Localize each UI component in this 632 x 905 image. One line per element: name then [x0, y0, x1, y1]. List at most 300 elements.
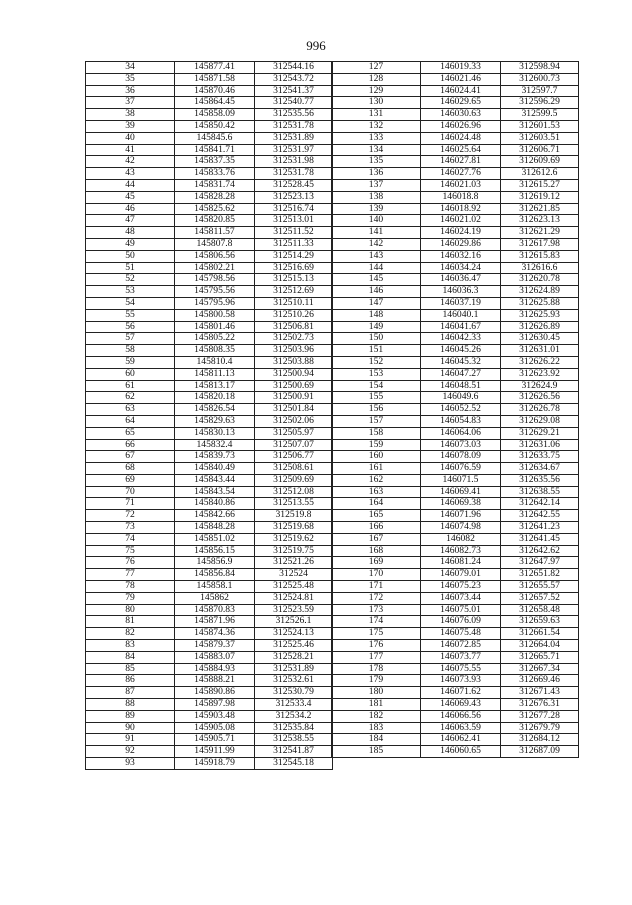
- x-coordinate-cell: 146069.41: [421, 486, 501, 498]
- point-number-cell: 80: [86, 604, 175, 616]
- point-number-cell: 43: [86, 168, 175, 180]
- y-coordinate-cell: 312526.1: [255, 616, 333, 628]
- point-number-cell: 163: [332, 486, 421, 498]
- point-number-cell: 159: [332, 439, 421, 451]
- table-row: [332, 179, 579, 191]
- table-row: [86, 533, 333, 545]
- x-coordinate-cell: 145801.46: [175, 321, 255, 333]
- table-row: [332, 262, 579, 274]
- table-row: [86, 640, 333, 652]
- x-coordinate-cell: 145842.66: [175, 510, 255, 522]
- y-coordinate-cell: 312671.43: [501, 687, 579, 699]
- x-coordinate-cell: 145890.86: [175, 687, 255, 699]
- table-row: [332, 345, 579, 357]
- table-row: [332, 557, 579, 569]
- point-number-cell: 143: [332, 250, 421, 262]
- x-coordinate-cell: 146047.27: [421, 368, 501, 380]
- y-coordinate-cell: 312528.21: [255, 651, 333, 663]
- y-coordinate-cell: 312631.06: [501, 439, 579, 451]
- y-coordinate-cell: 312626.56: [501, 392, 579, 404]
- point-number-cell: 73: [86, 522, 175, 534]
- point-number-cell: 160: [332, 451, 421, 463]
- point-number-cell: 170: [332, 569, 421, 581]
- y-coordinate-cell: 312623.13: [501, 215, 579, 227]
- point-number-cell: 178: [332, 663, 421, 675]
- table-row: [86, 628, 333, 640]
- point-number-cell: 55: [86, 309, 175, 321]
- y-coordinate-cell: 312505.97: [255, 427, 333, 439]
- table-row: [332, 321, 579, 333]
- x-coordinate-cell: 146082.73: [421, 545, 501, 557]
- x-coordinate-cell: 145870.46: [175, 85, 255, 97]
- table-row: [86, 710, 333, 722]
- x-coordinate-cell: 146025.64: [421, 144, 501, 156]
- x-coordinate-cell: 146024.41: [421, 85, 501, 97]
- table-row: [86, 675, 333, 687]
- y-coordinate-cell: 312535.56: [255, 109, 333, 121]
- x-coordinate-cell: 146060.65: [421, 746, 501, 758]
- table-row: [332, 451, 579, 463]
- y-coordinate-cell: 312606.71: [501, 144, 579, 156]
- x-coordinate-cell: 145798.56: [175, 274, 255, 286]
- y-coordinate-cell: 312677.28: [501, 710, 579, 722]
- table-row: [86, 109, 333, 121]
- x-coordinate-cell: 145870.83: [175, 604, 255, 616]
- y-coordinate-cell: 312519.68: [255, 522, 333, 534]
- coordinates-table-left-body: [86, 62, 333, 770]
- table-row: [332, 120, 579, 132]
- y-coordinate-cell: 312664.04: [501, 640, 579, 652]
- x-coordinate-cell: 146054.83: [421, 415, 501, 427]
- point-number-cell: 136: [332, 168, 421, 180]
- y-coordinate-cell: 312642.14: [501, 498, 579, 510]
- table-row: [332, 427, 579, 439]
- y-coordinate-cell: 312531.78: [255, 120, 333, 132]
- x-coordinate-cell: 146071.5: [421, 474, 501, 486]
- table-row: [332, 132, 579, 144]
- table-row: [86, 581, 333, 593]
- y-coordinate-cell: 312506.81: [255, 321, 333, 333]
- table-row: [332, 439, 579, 451]
- x-coordinate-cell: 146066.56: [421, 710, 501, 722]
- x-coordinate-cell: 145884.93: [175, 663, 255, 675]
- coordinates-table-right-body: [332, 62, 579, 758]
- x-coordinate-cell: 146018.8: [421, 191, 501, 203]
- x-coordinate-cell: 146075.23: [421, 581, 501, 593]
- table-row: [332, 545, 579, 557]
- table-row: [332, 651, 579, 663]
- table-row: [86, 368, 333, 380]
- x-coordinate-cell: 146071.96: [421, 510, 501, 522]
- table-row: [332, 85, 579, 97]
- table-row: [332, 62, 579, 74]
- y-coordinate-cell: 312625.88: [501, 297, 579, 309]
- table-row: [86, 168, 333, 180]
- table-row: [332, 498, 579, 510]
- y-coordinate-cell: 312513.01: [255, 215, 333, 227]
- x-coordinate-cell: 146075.48: [421, 628, 501, 640]
- table-row: [86, 333, 333, 345]
- table-row: [332, 333, 579, 345]
- point-number-cell: 153: [332, 368, 421, 380]
- table-row: [332, 109, 579, 121]
- point-number-cell: 37: [86, 97, 175, 109]
- y-coordinate-cell: 312519.62: [255, 533, 333, 545]
- table-row: [332, 463, 579, 475]
- y-coordinate-cell: 312626.78: [501, 404, 579, 416]
- point-number-cell: 175: [332, 628, 421, 640]
- y-coordinate-cell: 312525.46: [255, 640, 333, 652]
- y-coordinate-cell: 312630.45: [501, 333, 579, 345]
- point-number-cell: 91: [86, 734, 175, 746]
- point-number-cell: 180: [332, 687, 421, 699]
- x-coordinate-cell: 145879.37: [175, 640, 255, 652]
- x-coordinate-cell: 145820.18: [175, 392, 255, 404]
- x-coordinate-cell: 146074.98: [421, 522, 501, 534]
- y-coordinate-cell: 312629.08: [501, 415, 579, 427]
- x-coordinate-cell: 145911.99: [175, 746, 255, 758]
- y-coordinate-cell: 312651.82: [501, 569, 579, 581]
- table-row: [332, 73, 579, 85]
- point-number-cell: 149: [332, 321, 421, 333]
- y-coordinate-cell: 312531.89: [255, 663, 333, 675]
- x-coordinate-cell: 146075.55: [421, 663, 501, 675]
- y-coordinate-cell: 312531.89: [255, 132, 333, 144]
- x-coordinate-cell: 146079.01: [421, 569, 501, 581]
- y-coordinate-cell: 312541.87: [255, 746, 333, 758]
- x-coordinate-cell: 146063.59: [421, 722, 501, 734]
- point-number-cell: 162: [332, 474, 421, 486]
- x-coordinate-cell: 146024.19: [421, 227, 501, 239]
- table-row: [332, 640, 579, 652]
- point-number-cell: 92: [86, 746, 175, 758]
- point-number-cell: 78: [86, 581, 175, 593]
- x-coordinate-cell: 146019.33: [421, 62, 501, 74]
- point-number-cell: 145: [332, 274, 421, 286]
- point-number-cell: 38: [86, 109, 175, 121]
- y-coordinate-cell: 312531.98: [255, 156, 333, 168]
- table-row: [332, 227, 579, 239]
- table-row: [86, 699, 333, 711]
- y-coordinate-cell: 312642.55: [501, 510, 579, 522]
- table-row: [332, 191, 579, 203]
- table-row: [332, 144, 579, 156]
- x-coordinate-cell: 146073.03: [421, 439, 501, 451]
- table-row: [86, 758, 333, 770]
- y-coordinate-cell: 312531.78: [255, 168, 333, 180]
- y-coordinate-cell: 312523.59: [255, 604, 333, 616]
- y-coordinate-cell: 312619.12: [501, 191, 579, 203]
- table-row: [332, 510, 579, 522]
- point-number-cell: 64: [86, 415, 175, 427]
- y-coordinate-cell: 312514.29: [255, 250, 333, 262]
- table-row: [332, 368, 579, 380]
- y-coordinate-cell: 312638.55: [501, 486, 579, 498]
- x-coordinate-cell: 146018.92: [421, 203, 501, 215]
- x-coordinate-cell: 145862: [175, 592, 255, 604]
- point-number-cell: 176: [332, 640, 421, 652]
- x-coordinate-cell: 145856.9: [175, 557, 255, 569]
- y-coordinate-cell: 312510.11: [255, 297, 333, 309]
- y-coordinate-cell: 312503.88: [255, 356, 333, 368]
- y-coordinate-cell: 312625.93: [501, 309, 579, 321]
- table-row: [86, 179, 333, 191]
- table-row: [332, 404, 579, 416]
- point-number-cell: 79: [86, 592, 175, 604]
- y-coordinate-cell: 312661.54: [501, 628, 579, 640]
- x-coordinate-cell: 146064.06: [421, 427, 501, 439]
- table-row: [86, 746, 333, 758]
- table-row: [86, 404, 333, 416]
- point-number-cell: 75: [86, 545, 175, 557]
- x-coordinate-cell: 146045.26: [421, 345, 501, 357]
- x-coordinate-cell: 145820.85: [175, 215, 255, 227]
- point-number-cell: 70: [86, 486, 175, 498]
- y-coordinate-cell: 312665.71: [501, 651, 579, 663]
- point-number-cell: 72: [86, 510, 175, 522]
- point-number-cell: 146: [332, 286, 421, 298]
- point-number-cell: 83: [86, 640, 175, 652]
- table-row: [86, 345, 333, 357]
- point-number-cell: 85: [86, 663, 175, 675]
- table-row: [332, 274, 579, 286]
- y-coordinate-cell: 312596.29: [501, 97, 579, 109]
- y-coordinate-cell: 312597.7: [501, 85, 579, 97]
- point-number-cell: 156: [332, 404, 421, 416]
- x-coordinate-cell: 145831.74: [175, 179, 255, 191]
- point-number-cell: 50: [86, 250, 175, 262]
- x-coordinate-cell: 146071.62: [421, 687, 501, 699]
- point-number-cell: 174: [332, 616, 421, 628]
- x-coordinate-cell: 145874.36: [175, 628, 255, 640]
- point-number-cell: 84: [86, 651, 175, 663]
- point-number-cell: 177: [332, 651, 421, 663]
- point-number-cell: 168: [332, 545, 421, 557]
- x-coordinate-cell: 145795.96: [175, 297, 255, 309]
- point-number-cell: 169: [332, 557, 421, 569]
- x-coordinate-cell: 146021.02: [421, 215, 501, 227]
- x-coordinate-cell: 145850.42: [175, 120, 255, 132]
- y-coordinate-cell: 312510.26: [255, 309, 333, 321]
- x-coordinate-cell: 145832.4: [175, 439, 255, 451]
- point-number-cell: 89: [86, 710, 175, 722]
- table-row: [332, 203, 579, 215]
- y-coordinate-cell: 312515.13: [255, 274, 333, 286]
- x-coordinate-cell: 145813.17: [175, 380, 255, 392]
- table-row: [332, 569, 579, 581]
- x-coordinate-cell: 146069.43: [421, 699, 501, 711]
- y-coordinate-cell: 312609.69: [501, 156, 579, 168]
- point-number-cell: 45: [86, 191, 175, 203]
- table-row: [86, 592, 333, 604]
- table-row: [86, 286, 333, 298]
- y-coordinate-cell: 312535.84: [255, 722, 333, 734]
- x-coordinate-cell: 145856.84: [175, 569, 255, 581]
- y-coordinate-cell: 312516.69: [255, 262, 333, 274]
- x-coordinate-cell: 145830.13: [175, 427, 255, 439]
- point-number-cell: 155: [332, 392, 421, 404]
- point-number-cell: 128: [332, 73, 421, 85]
- x-coordinate-cell: 145805.22: [175, 333, 255, 345]
- point-number-cell: 138: [332, 191, 421, 203]
- y-coordinate-cell: 312541.37: [255, 85, 333, 97]
- y-coordinate-cell: 312530.79: [255, 687, 333, 699]
- y-coordinate-cell: 312626.89: [501, 321, 579, 333]
- point-number-cell: 179: [332, 675, 421, 687]
- table-row: [86, 451, 333, 463]
- table-row: [86, 144, 333, 156]
- y-coordinate-cell: 312511.52: [255, 227, 333, 239]
- x-coordinate-cell: 146026.96: [421, 120, 501, 132]
- point-number-cell: 40: [86, 132, 175, 144]
- y-coordinate-cell: 312508.61: [255, 463, 333, 475]
- point-number-cell: 140: [332, 215, 421, 227]
- table-row: [332, 415, 579, 427]
- point-number-cell: 53: [86, 286, 175, 298]
- table-row: [332, 687, 579, 699]
- x-coordinate-cell: 145806.56: [175, 250, 255, 262]
- x-coordinate-cell: 145826.54: [175, 404, 255, 416]
- y-coordinate-cell: 312516.74: [255, 203, 333, 215]
- x-coordinate-cell: 146076.09: [421, 616, 501, 628]
- y-coordinate-cell: 312633.75: [501, 451, 579, 463]
- y-coordinate-cell: 312620.78: [501, 274, 579, 286]
- x-coordinate-cell: 145858.09: [175, 109, 255, 121]
- y-coordinate-cell: 312676.31: [501, 699, 579, 711]
- x-coordinate-cell: 145829.63: [175, 415, 255, 427]
- y-coordinate-cell: 312543.72: [255, 73, 333, 85]
- table-row: [86, 522, 333, 534]
- point-number-cell: 66: [86, 439, 175, 451]
- y-coordinate-cell: 312615.27: [501, 179, 579, 191]
- x-coordinate-cell: 145905.08: [175, 722, 255, 734]
- x-coordinate-cell: 145905.71: [175, 734, 255, 746]
- table-row: [86, 97, 333, 109]
- table-row: [86, 73, 333, 85]
- y-coordinate-cell: 312684.12: [501, 734, 579, 746]
- point-number-cell: 137: [332, 179, 421, 191]
- point-number-cell: 182: [332, 710, 421, 722]
- x-coordinate-cell: 146073.77: [421, 651, 501, 663]
- x-coordinate-cell: 145808.35: [175, 345, 255, 357]
- y-coordinate-cell: 312524.81: [255, 592, 333, 604]
- point-number-cell: 59: [86, 356, 175, 368]
- table-row: [86, 227, 333, 239]
- point-number-cell: 130: [332, 97, 421, 109]
- table-row: [86, 427, 333, 439]
- y-coordinate-cell: 312509.69: [255, 474, 333, 486]
- x-coordinate-cell: 145918.79: [175, 758, 255, 770]
- point-number-cell: 181: [332, 699, 421, 711]
- y-coordinate-cell: 312502.73: [255, 333, 333, 345]
- y-coordinate-cell: 312502.06: [255, 415, 333, 427]
- x-coordinate-cell: 146021.46: [421, 73, 501, 85]
- y-coordinate-cell: 312507.07: [255, 439, 333, 451]
- y-coordinate-cell: 312615.83: [501, 250, 579, 262]
- y-coordinate-cell: 312528.45: [255, 179, 333, 191]
- y-coordinate-cell: 312545.18: [255, 758, 333, 770]
- x-coordinate-cell: 146049.6: [421, 392, 501, 404]
- table-row: [86, 510, 333, 522]
- point-number-cell: 88: [86, 699, 175, 711]
- x-coordinate-cell: 145800.58: [175, 309, 255, 321]
- table-row: [86, 203, 333, 215]
- y-coordinate-cell: 312524: [255, 569, 333, 581]
- table-row: [86, 191, 333, 203]
- coordinates-table-left: [85, 61, 333, 770]
- y-coordinate-cell: 312513.55: [255, 498, 333, 510]
- y-coordinate-cell: 312599.5: [501, 109, 579, 121]
- point-number-cell: 166: [332, 522, 421, 534]
- point-number-cell: 127: [332, 62, 421, 74]
- x-coordinate-cell: 146069.38: [421, 498, 501, 510]
- table-row: [332, 156, 579, 168]
- y-coordinate-cell: 312647.97: [501, 557, 579, 569]
- point-number-cell: 47: [86, 215, 175, 227]
- table-row: [332, 486, 579, 498]
- x-coordinate-cell: 145840.49: [175, 463, 255, 475]
- table-row: [332, 722, 579, 734]
- x-coordinate-cell: 145903.48: [175, 710, 255, 722]
- point-number-cell: 132: [332, 120, 421, 132]
- table-row: [332, 474, 579, 486]
- table-row: [332, 616, 579, 628]
- point-number-cell: 81: [86, 616, 175, 628]
- point-number-cell: 173: [332, 604, 421, 616]
- point-number-cell: 183: [332, 722, 421, 734]
- y-coordinate-cell: 312519.75: [255, 545, 333, 557]
- point-number-cell: 44: [86, 179, 175, 191]
- y-coordinate-cell: 312531.97: [255, 144, 333, 156]
- y-coordinate-cell: 312519.8: [255, 510, 333, 522]
- y-coordinate-cell: 312642.62: [501, 545, 579, 557]
- point-number-cell: 154: [332, 380, 421, 392]
- x-coordinate-cell: 146029.86: [421, 238, 501, 250]
- x-coordinate-cell: 145840.86: [175, 498, 255, 510]
- table-row: [332, 238, 579, 250]
- x-coordinate-cell: 145871.96: [175, 616, 255, 628]
- table-row: [332, 604, 579, 616]
- y-coordinate-cell: 312544.16: [255, 62, 333, 74]
- table-row: [332, 297, 579, 309]
- point-number-cell: 171: [332, 581, 421, 593]
- x-coordinate-cell: 145802.21: [175, 262, 255, 274]
- y-coordinate-cell: 312679.79: [501, 722, 579, 734]
- y-coordinate-cell: 312658.48: [501, 604, 579, 616]
- table-row: [332, 309, 579, 321]
- point-number-cell: 57: [86, 333, 175, 345]
- point-number-cell: 36: [86, 85, 175, 97]
- table-row: [86, 297, 333, 309]
- point-number-cell: 49: [86, 238, 175, 250]
- point-number-cell: 56: [86, 321, 175, 333]
- y-coordinate-cell: 312669.46: [501, 675, 579, 687]
- x-coordinate-cell: 146041.67: [421, 321, 501, 333]
- table-row: [332, 380, 579, 392]
- table-row: [86, 687, 333, 699]
- y-coordinate-cell: 312533.4: [255, 699, 333, 711]
- point-number-cell: 68: [86, 463, 175, 475]
- point-number-cell: 133: [332, 132, 421, 144]
- point-number-cell: 152: [332, 356, 421, 368]
- table-row: [86, 215, 333, 227]
- point-number-cell: 135: [332, 156, 421, 168]
- y-coordinate-cell: 312512.69: [255, 286, 333, 298]
- x-coordinate-cell: 146024.48: [421, 132, 501, 144]
- table-row: [86, 274, 333, 286]
- table-row: [86, 85, 333, 97]
- point-number-cell: 165: [332, 510, 421, 522]
